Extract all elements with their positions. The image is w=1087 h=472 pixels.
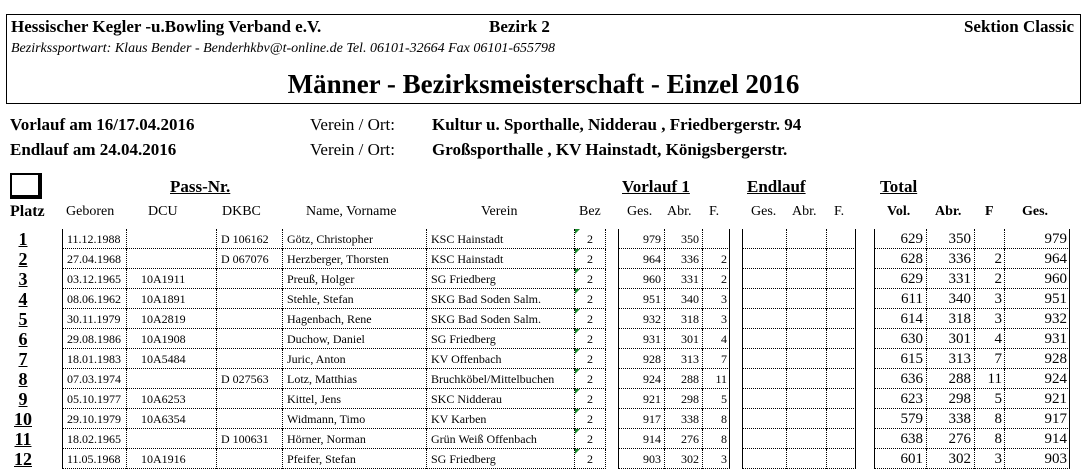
- table-row: [0, 249, 1087, 269]
- platz-box: [10, 173, 42, 199]
- col-vorlauf-ges: Ges.: [627, 204, 653, 219]
- dkbc-cell: [216, 269, 282, 289]
- endlauf-f-cell: [826, 449, 856, 469]
- endlauf-ges-cell: [742, 329, 786, 349]
- vorlauf-heading: Vorlauf 1: [622, 177, 690, 196]
- platz-cell: 8: [18, 369, 28, 389]
- total-ges-cell: 903: [1004, 449, 1070, 469]
- col-dkbc: DKBC: [222, 204, 261, 219]
- verein-cell: SKG Bad Soden Salm.: [426, 309, 574, 329]
- vorlauf-ges-cell: 928: [618, 349, 664, 369]
- endlauf-abr-cell: [786, 369, 826, 389]
- total-abr-cell: 350: [926, 229, 974, 249]
- table-row: [0, 309, 1087, 329]
- vorlauf-abr-cell: 288: [664, 369, 702, 389]
- table-row: [0, 329, 1087, 349]
- table-row: [0, 429, 1087, 449]
- total-heading: Total: [880, 177, 918, 196]
- vorlauf-f-cell: 5: [702, 389, 730, 409]
- name-cell: Kittel, Jens: [282, 389, 426, 409]
- geboren-cell: 11.05.1968: [62, 449, 126, 469]
- total-ges-cell: 928: [1004, 349, 1070, 369]
- vorlauf-f-cell: [702, 229, 730, 249]
- vorlauf-abr-cell: 338: [664, 409, 702, 429]
- total-f-cell: 3: [974, 449, 1004, 469]
- platz-cell: 10: [14, 409, 32, 429]
- vorlauf-abr-cell: 350: [664, 229, 702, 249]
- total-ges-cell: 921: [1004, 389, 1070, 409]
- vorlauf-f-cell: 2: [702, 249, 730, 269]
- endlauf-abr-cell: [786, 329, 826, 349]
- col-bez: Bez: [579, 204, 601, 219]
- total-f-cell: 2: [974, 249, 1004, 269]
- col-endlauf-f: F.: [834, 204, 845, 219]
- col-name: Name, Vorname: [306, 204, 397, 219]
- geboren-cell: 29.08.1986: [62, 329, 126, 349]
- section-label: Sektion Classic: [963, 17, 1074, 36]
- total-abr-cell: 313: [926, 349, 974, 369]
- endlauf-abr-cell: [786, 349, 826, 369]
- bez-cell: 2: [574, 429, 606, 449]
- name-cell: Herzberger, Thorsten: [282, 249, 426, 269]
- total-f-cell: 5: [974, 389, 1004, 409]
- endlauf-ges-cell: [742, 429, 786, 449]
- endlauf-ges-cell: [742, 409, 786, 429]
- verein-cell: KSC Hainstadt: [426, 229, 574, 249]
- header-box: [6, 14, 1081, 104]
- vorlauf-abr-cell: 313: [664, 349, 702, 369]
- verein-cell: SKG Bad Soden Salm.: [426, 289, 574, 309]
- col-vorlauf-abr: Abr.: [667, 204, 692, 219]
- table-row: [0, 229, 1087, 249]
- vorlauf-ges-cell: 917: [618, 409, 664, 429]
- vorlauf-f-cell: 3: [702, 309, 730, 329]
- dkbc-cell: [216, 329, 282, 349]
- dcu-cell: [126, 249, 216, 269]
- vorlauf-abr-cell: 340: [664, 289, 702, 309]
- vorlauf-f-cell: 4: [702, 329, 730, 349]
- vorlauf-f-cell: 8: [702, 409, 730, 429]
- name-cell: Preuß, Holger: [282, 269, 426, 289]
- dkbc-cell: [216, 309, 282, 329]
- table-row: [0, 409, 1087, 429]
- geboren-cell: 27.04.1968: [62, 249, 126, 269]
- bez-cell: 2: [574, 389, 606, 409]
- bez-cell: 2: [574, 369, 606, 389]
- dcu-cell: 10A2819: [126, 309, 216, 329]
- name-cell: Hagenbach, Rene: [282, 309, 426, 329]
- total-vol-cell: 615: [874, 349, 926, 369]
- endlauf-venue-label: Verein / Ort:: [310, 140, 395, 159]
- verein-cell: Bruchköbel/Mittelbuchen: [426, 369, 574, 389]
- endlauf-ges-cell: [742, 389, 786, 409]
- total-abr-cell: 331: [926, 269, 974, 289]
- endlauf-f-cell: [826, 229, 856, 249]
- vorlauf-f-cell: 7: [702, 349, 730, 369]
- vorlauf-abr-cell: 276: [664, 429, 702, 449]
- vorlauf-ges-cell: 960: [618, 269, 664, 289]
- endlauf-f-cell: [826, 269, 856, 289]
- endlauf-f-cell: [826, 369, 856, 389]
- col-dcu: DCU: [148, 204, 178, 219]
- total-vol-cell: 614: [874, 309, 926, 329]
- dkbc-cell: D 100631: [216, 429, 282, 449]
- total-vol-cell: 623: [874, 389, 926, 409]
- total-f-cell: [974, 229, 1004, 249]
- bez-cell: 2: [574, 329, 606, 349]
- endlauf-abr-cell: [786, 429, 826, 449]
- dkbc-cell: [216, 349, 282, 369]
- total-ges-cell: 924: [1004, 369, 1070, 389]
- dcu-cell: 10A6253: [126, 389, 216, 409]
- vorlauf-abr-cell: 336: [664, 249, 702, 269]
- dcu-cell: 10A5484: [126, 349, 216, 369]
- dcu-cell: [126, 429, 216, 449]
- endlauf-ges-cell: [742, 309, 786, 329]
- dkbc-cell: D 027563: [216, 369, 282, 389]
- vorlauf-f-cell: 8: [702, 429, 730, 449]
- platz-cell: 1: [18, 229, 28, 249]
- district-label: Bezirk 2: [489, 17, 550, 36]
- col-verein: Verein: [481, 204, 518, 219]
- total-vol-cell: 629: [874, 229, 926, 249]
- vorlauf-ges-cell: 964: [618, 249, 664, 269]
- col-total-vol: Vol.: [887, 204, 911, 219]
- endlauf-f-cell: [826, 329, 856, 349]
- platz-cell: 11: [14, 429, 32, 449]
- total-abr-cell: 336: [926, 249, 974, 269]
- platz-cell: 12: [14, 449, 32, 469]
- total-abr-cell: 340: [926, 289, 974, 309]
- total-abr-cell: 318: [926, 309, 974, 329]
- total-ges-cell: 951: [1004, 289, 1070, 309]
- pass-nr-heading: Pass-Nr.: [170, 177, 231, 196]
- dkbc-cell: D 067076: [216, 249, 282, 269]
- bez-cell: 2: [574, 269, 606, 289]
- bez-cell: 2: [574, 229, 606, 249]
- col-endlauf-abr: Abr.: [792, 204, 817, 219]
- endlauf-ges-cell: [742, 449, 786, 469]
- vorlauf-ges-cell: 903: [618, 449, 664, 469]
- vorlauf-ges-cell: 924: [618, 369, 664, 389]
- bez-cell: 2: [574, 449, 606, 469]
- endlauf-f-cell: [826, 309, 856, 329]
- verein-cell: SG Friedberg: [426, 449, 574, 469]
- dcu-cell: 10A1908: [126, 329, 216, 349]
- name-cell: Lotz, Matthias: [282, 369, 426, 389]
- vorlauf-abr-cell: 331: [664, 269, 702, 289]
- endlauf-abr-cell: [786, 449, 826, 469]
- vorlauf-f-cell: 3: [702, 289, 730, 309]
- vorlauf-ges-cell: 921: [618, 389, 664, 409]
- platz-cell: 2: [18, 249, 28, 269]
- total-f-cell: 3: [974, 309, 1004, 329]
- endlauf-abr-cell: [786, 289, 826, 309]
- name-cell: Stehle, Stefan: [282, 289, 426, 309]
- vorlauf-venue-label: Verein / Ort:: [310, 115, 395, 134]
- endlauf-f-cell: [826, 429, 856, 449]
- vorlauf-abr-cell: 318: [664, 309, 702, 329]
- total-ges-cell: 964: [1004, 249, 1070, 269]
- endlauf-f-cell: [826, 349, 856, 369]
- total-f-cell: 2: [974, 269, 1004, 289]
- total-abr-cell: 302: [926, 449, 974, 469]
- endlauf-abr-cell: [786, 309, 826, 329]
- endlauf-f-cell: [826, 289, 856, 309]
- total-abr-cell: 338: [926, 409, 974, 429]
- geboren-cell: 18.01.1983: [62, 349, 126, 369]
- total-f-cell: 4: [974, 329, 1004, 349]
- geboren-cell: 05.10.1977: [62, 389, 126, 409]
- official-contact: Bezirkssportwart: Klaus Bender - Benderhkbv@t-online.de Tel. 06101-32664 Fax 06101-655798: [11, 41, 556, 56]
- dkbc-cell: [216, 409, 282, 429]
- total-abr-cell: 288: [926, 369, 974, 389]
- total-ges-cell: 931: [1004, 329, 1070, 349]
- total-vol-cell: 630: [874, 329, 926, 349]
- vorlauf-ges-cell: 951: [618, 289, 664, 309]
- platz-cell: 5: [18, 309, 28, 329]
- geboren-cell: 03.12.1965: [62, 269, 126, 289]
- bez-cell: 2: [574, 409, 606, 429]
- total-ges-cell: 917: [1004, 409, 1070, 429]
- dkbc-cell: [216, 389, 282, 409]
- table-row: [0, 269, 1087, 289]
- geboren-cell: 18.02.1965: [62, 429, 126, 449]
- endlauf-abr-cell: [786, 249, 826, 269]
- name-cell: Hörner, Norman: [282, 429, 426, 449]
- total-f-cell: 8: [974, 429, 1004, 449]
- name-cell: Pfeifer, Stefan: [282, 449, 426, 469]
- col-platz: Platz: [10, 203, 45, 220]
- verein-cell: SG Friedberg: [426, 329, 574, 349]
- dkbc-cell: [216, 289, 282, 309]
- vorlauf-ges-cell: 931: [618, 329, 664, 349]
- name-cell: Götz, Christopher: [282, 229, 426, 249]
- endlauf-heading: Endlauf: [747, 177, 806, 196]
- endlauf-f-cell: [826, 249, 856, 269]
- platz-cell: 7: [18, 349, 28, 369]
- bez-cell: 2: [574, 349, 606, 369]
- dkbc-cell: [216, 449, 282, 469]
- vorlauf-abr-cell: 302: [664, 449, 702, 469]
- endlauf-date: Endlauf am 24.04.2016: [10, 140, 177, 159]
- col-vorlauf-f: F.: [709, 204, 720, 219]
- bez-cell: 2: [574, 309, 606, 329]
- total-vol-cell: 638: [874, 429, 926, 449]
- name-cell: Widmann, Timo: [282, 409, 426, 429]
- table-row: [0, 289, 1087, 309]
- platz-cell: 9: [18, 389, 28, 409]
- geboren-cell: 30.11.1979: [62, 309, 126, 329]
- verein-cell: KV Karben: [426, 409, 574, 429]
- total-abr-cell: 298: [926, 389, 974, 409]
- dcu-cell: 10A6354: [126, 409, 216, 429]
- vorlauf-date: Vorlauf am 16/17.04.2016: [10, 115, 195, 134]
- total-vol-cell: 611: [874, 289, 926, 309]
- name-cell: Juric, Anton: [282, 349, 426, 369]
- table-row: [0, 389, 1087, 409]
- total-f-cell: 8: [974, 409, 1004, 429]
- endlauf-abr-cell: [786, 269, 826, 289]
- platz-cell: 6: [18, 329, 28, 349]
- total-abr-cell: 276: [926, 429, 974, 449]
- vorlauf-f-cell: 2: [702, 269, 730, 289]
- total-f-cell: 3: [974, 289, 1004, 309]
- geboren-cell: 08.06.1962: [62, 289, 126, 309]
- total-vol-cell: 628: [874, 249, 926, 269]
- geboren-cell: 29.10.1979: [62, 409, 126, 429]
- total-ges-cell: 979: [1004, 229, 1070, 249]
- organization-name: Hessischer Kegler -u.Bowling Verband e.V.: [11, 17, 322, 36]
- endlauf-ges-cell: [742, 289, 786, 309]
- table-row: [0, 349, 1087, 369]
- total-ges-cell: 914: [1004, 429, 1070, 449]
- dkbc-cell: D 106162: [216, 229, 282, 249]
- vorlauf-f-cell: 11: [702, 369, 730, 389]
- geboren-cell: 11.12.1988: [62, 229, 126, 249]
- vorlauf-ges-cell: 932: [618, 309, 664, 329]
- endlauf-abr-cell: [786, 229, 826, 249]
- total-ges-cell: 932: [1004, 309, 1070, 329]
- endlauf-ges-cell: [742, 229, 786, 249]
- endlauf-ges-cell: [742, 249, 786, 269]
- geboren-cell: 07.03.1974: [62, 369, 126, 389]
- dcu-cell: 10A1916: [126, 449, 216, 469]
- endlauf-ges-cell: [742, 349, 786, 369]
- vorlauf-ges-cell: 979: [618, 229, 664, 249]
- col-total-f: F: [985, 204, 994, 219]
- endlauf-f-cell: [826, 389, 856, 409]
- vorlauf-ges-cell: 914: [618, 429, 664, 449]
- endlauf-f-cell: [826, 409, 856, 429]
- vorlauf-abr-cell: 298: [664, 389, 702, 409]
- total-f-cell: 7: [974, 349, 1004, 369]
- endlauf-abr-cell: [786, 389, 826, 409]
- vorlauf-f-cell: 3: [702, 449, 730, 469]
- page-title: Männer - Bezirksmeisterschaft - Einzel 2016: [287, 69, 800, 99]
- dcu-cell: [126, 369, 216, 389]
- endlauf-abr-cell: [786, 409, 826, 429]
- col-endlauf-ges: Ges.: [751, 204, 777, 219]
- endlauf-ges-cell: [742, 269, 786, 289]
- dcu-cell: 10A1891: [126, 289, 216, 309]
- platz-cell: 4: [18, 289, 28, 309]
- dcu-cell: [126, 229, 216, 249]
- verein-cell: KV Offenbach: [426, 349, 574, 369]
- total-vol-cell: 579: [874, 409, 926, 429]
- name-cell: Duchow, Daniel: [282, 329, 426, 349]
- total-vol-cell: 601: [874, 449, 926, 469]
- total-f-cell: 11: [974, 369, 1004, 389]
- total-ges-cell: 960: [1004, 269, 1070, 289]
- col-geboren: Geboren: [66, 204, 115, 219]
- endlauf-venue: Großsporthalle , KV Hainstadt, Königsbergerstr.: [432, 140, 788, 159]
- bez-cell: 2: [574, 249, 606, 269]
- total-vol-cell: 636: [874, 369, 926, 389]
- total-abr-cell: 301: [926, 329, 974, 349]
- table-row: [0, 449, 1087, 469]
- dcu-cell: 10A1911: [126, 269, 216, 289]
- col-total-ges: Ges.: [1022, 204, 1049, 219]
- verein-cell: SKC Nidderau: [426, 389, 574, 409]
- endlauf-ges-cell: [742, 369, 786, 389]
- vorlauf-abr-cell: 301: [664, 329, 702, 349]
- verein-cell: Grün Weiß Offenbach: [426, 429, 574, 449]
- table-row: [0, 369, 1087, 389]
- platz-cell: 3: [18, 269, 28, 289]
- vorlauf-venue: Kultur u. Sporthalle, Nidderau , Friedbergerstr. 94: [432, 115, 802, 134]
- bez-cell: 2: [574, 289, 606, 309]
- verein-cell: SG Friedberg: [426, 269, 574, 289]
- verein-cell: KSC Hainstadt: [426, 249, 574, 269]
- total-vol-cell: 629: [874, 269, 926, 289]
- col-total-abr: Abr.: [935, 204, 962, 219]
